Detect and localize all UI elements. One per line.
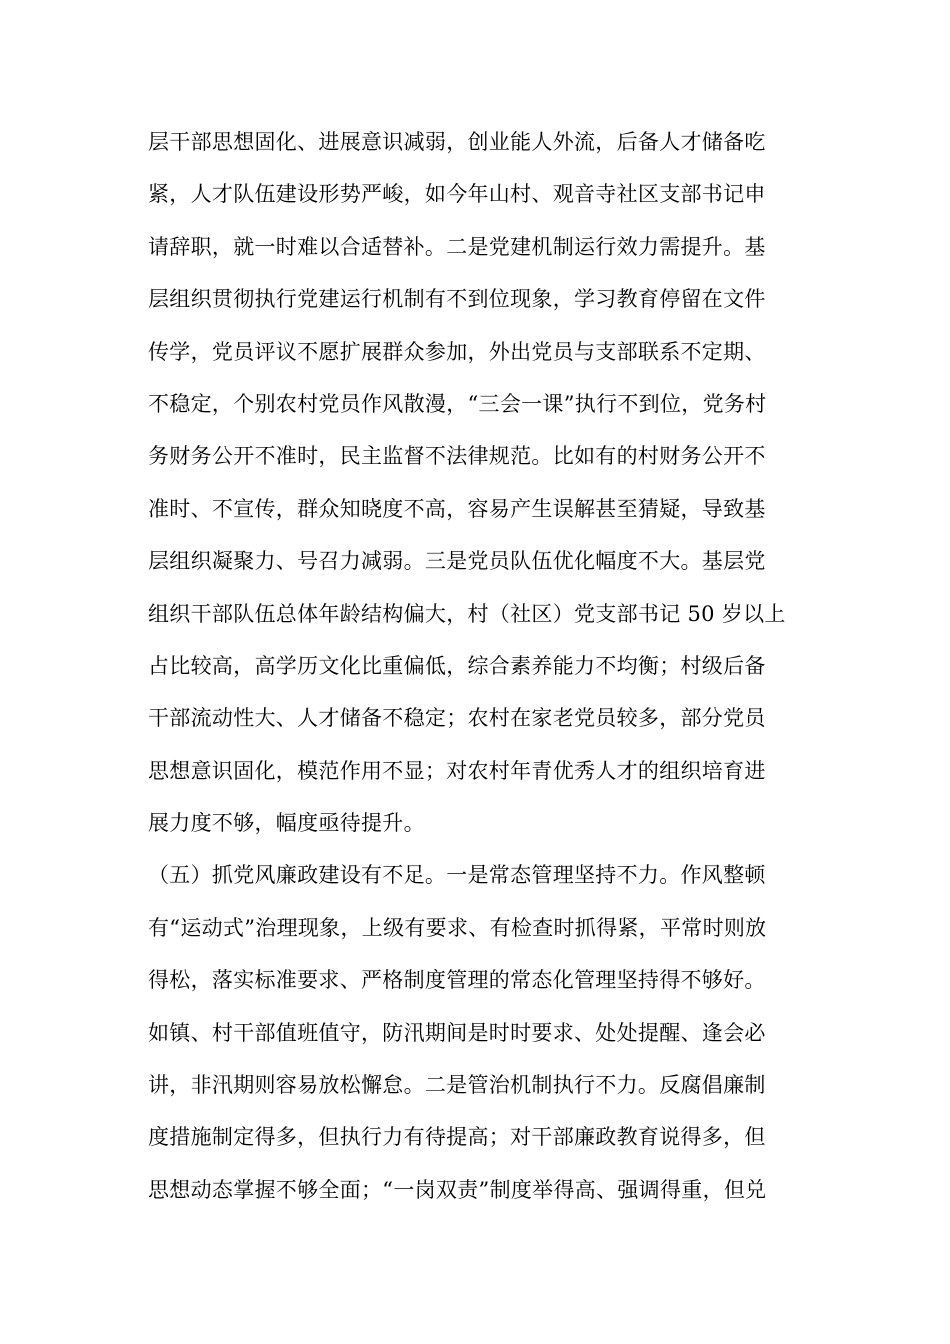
body-text [148,116,808,1216]
text-line: 得松，落实标准要求、严格制度管理的常态化管理坚持得不够好。 [148,968,766,993]
text-line: 干部流动性大、人才储备不稳定；农村在家老党员较多，部分党员 [148,706,766,731]
text-line: 请辞职，就一时难以合适替补。二是党建机制运行效力需提升。基 [148,234,766,259]
text-line: 紧，人才队伍建设形势严峻，如今年山村、观音寺社区支部书记申 [148,182,766,207]
text-line: 占比较高，高学历文化比重偏低，综合素养能力不均衡；村级后备 [148,653,766,678]
text-line: 层组织贯彻执行党建运行机制有不到位现象，学习教育停留在文件 [148,287,766,312]
text-line: 准时、不宣传，群众知晓度不高，容易产生误解甚至猜疑，导致基 [148,496,766,521]
text-line: 如镇、村干部值班值守，防汛期间是时时要求、处处提醒、逢会必 [148,1020,766,1045]
text-line: 思想意识固化，模范作用不显；对农村年青优秀人才的组织培育进 [148,758,766,783]
text-line: 传学，党员评议不愿扩展群众参加，外出党员与支部联系不定期、 [148,339,766,364]
text-line: 层干部思想固化、进展意识减弱，创业能人外流，后备人才储备吃 [148,130,766,154]
text-line: 组织干部队伍总体年龄结构偏大，村（社区）党支部书记 50 岁以上 [148,601,786,626]
text-line: 务财务公开不准时，民主监督不法律规范。比如有的村财务公开不 [148,444,766,469]
text-line: 层组织凝聚力、号召力减弱。三是党员队伍优化幅度不大。基层党 [148,549,766,574]
text-line: 度措施制定得多，但执行力有待提高；对干部廉政教育说得多，但 [148,1125,766,1150]
text-line: 有“运动式”治理现象，上级有要求、有检查时抓得紧，平常时则放 [148,915,767,940]
text-line: 不稳定，个别农村党员作风散漫，“三会一课”执行不到位，党务村 [148,391,767,416]
text-line: 展力度不够，幅度亟待提升。 [148,811,425,836]
text-line: 思想动态掌握不够全面；“一岗双责”制度举得高、强调得重，但兑 [148,1177,767,1202]
section-heading-line: （五）抓党风廉政建设有不足。一是常态管理坚持不力。作风整顿 [148,863,766,888]
text-line: 讲，非汛期则容易放松懈怠。二是管治机制执行不力。反腐倡廉制 [148,1073,766,1098]
